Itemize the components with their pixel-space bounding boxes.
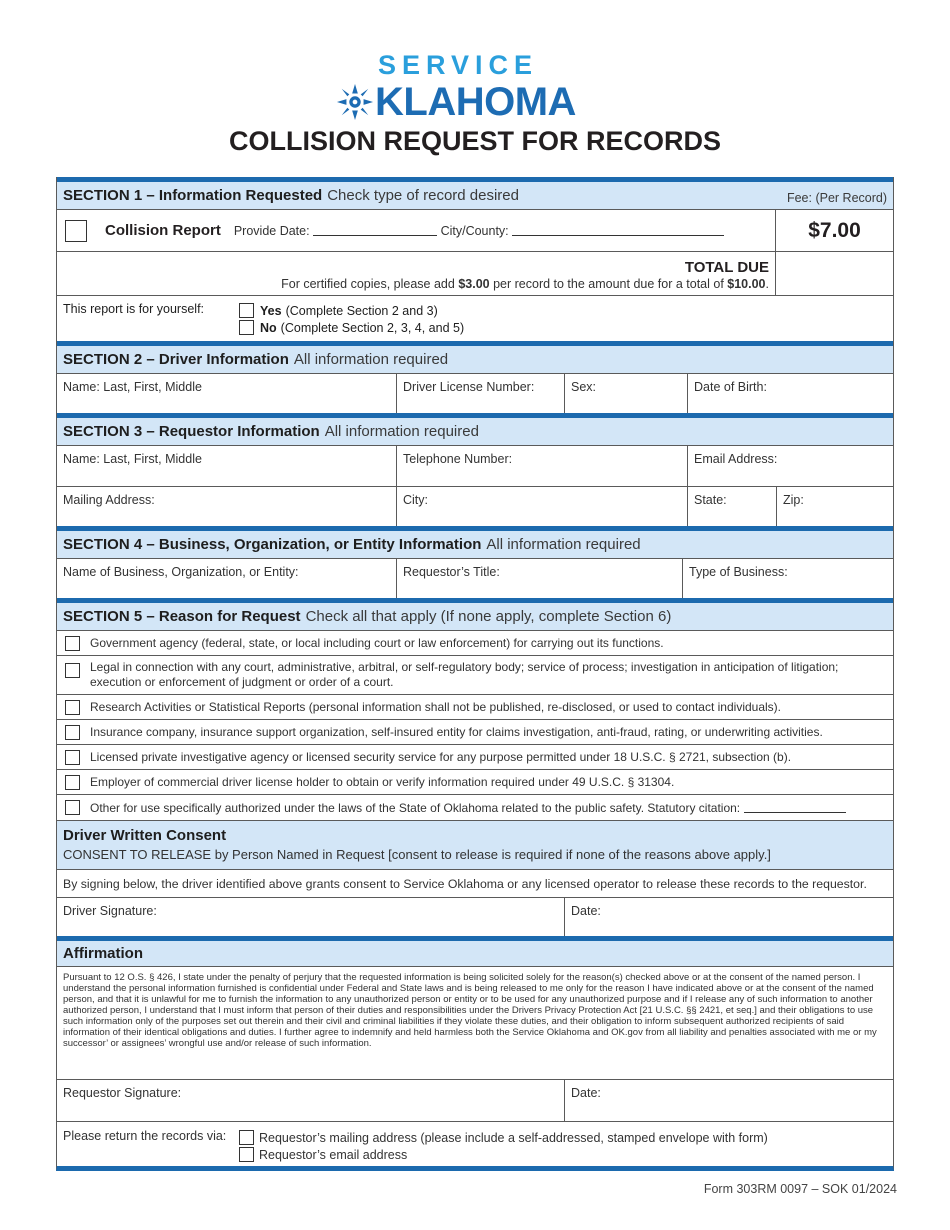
driver-signature-row: [57, 897, 893, 936]
requestor-signature-field[interactable]: Requestor Signature:: [63, 1086, 182, 1100]
reason-row: [57, 719, 893, 744]
return-method-row: [57, 1121, 893, 1166]
collision-report-checkbox[interactable]: [65, 220, 87, 242]
section-4-header: [57, 526, 893, 558]
driver-name-field[interactable]: Name: Last, First, Middle: [63, 380, 202, 394]
section-3-desc: All information required: [324, 423, 479, 440]
reason-text: Employer of commercial driver license holder to obtain or verify information required under 49 U.S.C. § 31304.: [90, 775, 675, 789]
logo: [336, 78, 576, 126]
section-5-desc: Check all that apply (If none apply, complete Section 6): [305, 608, 672, 625]
requestor-title-field[interactable]: Requestor’s Title:: [396, 559, 682, 598]
consent-header: [57, 820, 893, 869]
requestor-name-field[interactable]: Name: Last, First, Middle: [63, 452, 202, 466]
requestor-row-2: [57, 486, 893, 526]
logo-star-icon: [336, 83, 374, 121]
consent-text: By signing below, the driver identified above grants consent to Service Oklahoma or any licensed operator to release these records to the requestor.: [57, 869, 893, 897]
affirmation-title: Affirmation: [63, 945, 143, 962]
consent-title: Driver Written Consent: [63, 827, 227, 844]
total-due-label: TOTAL DUE: [684, 259, 769, 276]
business-type-field[interactable]: Type of Business:: [682, 559, 893, 598]
self-no-desc: (Complete Section 2, 3, 4, and 5): [280, 320, 465, 335]
section-5-header: [57, 598, 893, 630]
driver-license-field[interactable]: Driver License Number:: [396, 374, 564, 413]
section-4-desc: All information required: [486, 536, 641, 553]
return-method-label: Please return the records via:: [63, 1129, 227, 1143]
return-mail-label: Requestor’s mailing address (please include a self-addressed, stamped envelope with form): [259, 1130, 768, 1145]
reason-checkbox[interactable]: [65, 775, 80, 790]
page-header: [0, 0, 950, 178]
driver-signature-field[interactable]: Driver Signature:: [63, 904, 157, 918]
affirmation-text: Pursuant to 12 O.S. § 426, I state under the penalty of perjury that the requested information is being solicited solely for the reason(s) checked above or at the consent of the named person. I understand the personal information furnished is confidential under Federal and State laws and is being released to me only for the reason I have indicated above or at the consent of the named person, and that it is unlawful for me to furnish the information to any unauthorized person or entity or to be used for any unauthorized purpose and if I release any of such information to another authorized person, I understand that I must inform that person of their duties and responsibilities under the Drivers Privacy Protection Act [21 U.S.C. §§ 2421, et seq.] and their obligations to use such information only of the purposes set out therein and their civil and criminal liabilities if they violate these duties, and their obligation to inform subsequent authorized recipients of said information of their identical obligations and duties. I further agree to indemnify and held harmless both the Service Oklahoma and OK.gov from all liability and penalties associated with me or my successor’ or assignees’ wrongful use and/or release of such information.: [57, 966, 893, 1079]
certified-copies-note: For certified copies, please add $3.00 per record to the amount due for a total of $10.00.: [281, 277, 769, 291]
section-2-desc: All information required: [293, 351, 449, 368]
form-code: Form 303RM 0097 – SOK 01/2024: [703, 1182, 897, 1196]
reason-checkbox[interactable]: [65, 750, 80, 765]
fee-label: Fee: (Per Record): [786, 191, 887, 205]
affirmation-header: [57, 936, 893, 966]
self-no-checkbox[interactable]: [239, 320, 254, 335]
reason-text: Other for use specifically authorized under the laws of the State of Oklahoma related to the public safety. Statutory citation:: [90, 800, 741, 815]
reason-checkbox[interactable]: [65, 700, 80, 715]
section-2-header: [57, 341, 893, 373]
statutory-citation-field[interactable]: [744, 802, 846, 813]
total-due-field[interactable]: [775, 252, 893, 295]
self-no-label: No: [260, 320, 277, 335]
reason-row: [57, 630, 893, 655]
requestor-address-field[interactable]: Mailing Address:: [63, 493, 155, 507]
section-1-header: [57, 177, 893, 209]
consent-subtitle: CONSENT TO RELEASE by Person Named in Request [consent to release is required if none of the reasons above apply.]: [63, 847, 771, 862]
reason-checkbox[interactable]: [65, 800, 80, 815]
driver-signature-date-field[interactable]: Date:: [564, 898, 893, 936]
document-title: COLLISION REQUEST FOR RECORDS: [228, 126, 722, 156]
collision-form: [56, 177, 894, 1171]
logo-service-text: SERVICE: [378, 50, 539, 80]
city-county-field[interactable]: [512, 225, 724, 236]
reason-text: Government agency (federal, state, or local including court or law enforcement) for carrying out its functions.: [90, 636, 664, 650]
self-yes-label: Yes: [260, 303, 282, 318]
requestor-phone-field[interactable]: Telephone Number:: [396, 446, 687, 486]
reason-row: [57, 694, 893, 719]
reason-checkbox[interactable]: [65, 636, 80, 651]
provide-date-field[interactable]: [313, 225, 437, 236]
requestor-row-1: [57, 445, 893, 486]
section-5-title: SECTION 5 – Reason for Request: [63, 608, 301, 625]
price-value: $7.00: [775, 210, 893, 251]
total-due-row: [57, 251, 893, 295]
section-4-title: SECTION 4 – Business, Organization, or Entity Information: [63, 536, 482, 553]
reason-checkbox[interactable]: [65, 663, 80, 678]
logo-main-text: KLAHOMA: [375, 79, 576, 124]
reason-row: [57, 655, 893, 694]
driver-sex-field[interactable]: Sex:: [564, 374, 687, 413]
reason-text: Insurance company, insurance support organization, self-insured entity for claims investigation, anti-fraud, rating, or underwriting activities.: [90, 725, 823, 739]
requestor-zip-field[interactable]: Zip:: [776, 487, 893, 526]
collision-report-label: Collision Report: [105, 222, 221, 239]
section-3-header: [57, 413, 893, 445]
section-1-title: SECTION 1 – Information Requested: [63, 187, 323, 204]
section-3-title: SECTION 3 – Requestor Information: [63, 423, 320, 440]
self-report-row: [57, 295, 893, 341]
requestor-city-field[interactable]: City:: [396, 487, 687, 526]
self-yes-desc: (Complete Section 2 and 3): [285, 303, 438, 318]
city-county-label: City/County:: [440, 223, 509, 238]
requestor-signature-row: [57, 1079, 893, 1121]
requestor-state-field[interactable]: State:: [687, 487, 776, 526]
reason-row: [57, 744, 893, 769]
provide-date-label: Provide Date:: [233, 223, 310, 238]
business-row: [57, 558, 893, 598]
return-mail-checkbox[interactable]: [239, 1130, 254, 1145]
self-report-label: This report is for yourself:: [63, 302, 205, 316]
reason-row: [57, 794, 893, 820]
requestor-email-field[interactable]: Email Address:: [687, 446, 893, 486]
reason-text: Legal in connection with any court, administrative, arbitral, or self-regulatory body; service of process; investigation in anticipation of litigation; execution or enforcement of judgment or order of a court.: [90, 660, 839, 689]
collision-report-row: [57, 209, 893, 251]
requestor-signature-date-field[interactable]: Date:: [564, 1080, 893, 1121]
reason-checkbox[interactable]: [65, 725, 80, 740]
reason-text: Licensed private investigative agency or licensed security service for any purpose permitted under 18 U.S.C. § 2721, subsection (b).: [90, 750, 792, 764]
section-1-desc: Check type of record desired: [327, 187, 519, 204]
driver-info-row: [57, 373, 893, 413]
reason-text: Research Activities or Statistical Reports (personal information shall not be published, re-disclosed, or used to contact individuals).: [90, 700, 782, 714]
self-yes-checkbox[interactable]: [239, 303, 254, 318]
business-name-field[interactable]: Name of Business, Organization, or Entity:: [63, 565, 299, 579]
return-email-label: Requestor’s email address: [259, 1147, 408, 1162]
reason-row: [57, 769, 893, 794]
section-2-title: SECTION 2 – Driver Information: [63, 351, 289, 368]
driver-dob-field[interactable]: Date of Birth:: [687, 374, 893, 413]
return-email-checkbox[interactable]: [239, 1147, 254, 1162]
